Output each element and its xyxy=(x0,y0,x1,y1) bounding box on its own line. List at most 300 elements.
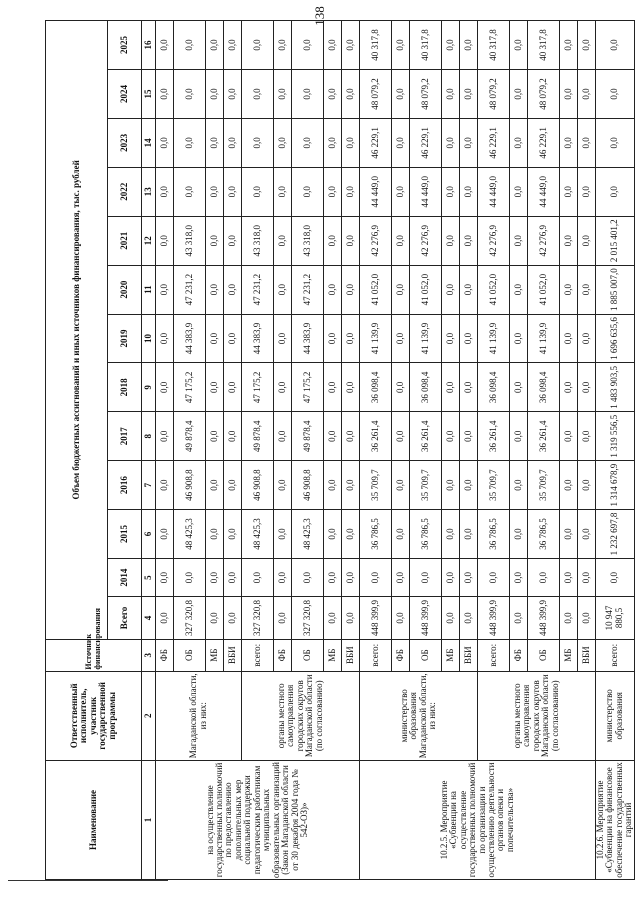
value-cell: 0,0 xyxy=(460,363,478,412)
value-cell: 0,0 xyxy=(324,265,342,314)
value-cell: 0,0 xyxy=(206,216,224,265)
value-cell: 0,0 xyxy=(224,21,242,70)
value-cell: 327 320,8 xyxy=(242,597,274,640)
executor-cell: органы местного самоуправления городских округов Магаданской области (по согласованию) xyxy=(242,671,360,760)
value-cell: 0,0 xyxy=(224,363,242,412)
column-number: 13 xyxy=(142,167,156,216)
measure-name: на осуществление государственных полномочий по предоставлению дополнительных мер социальной поддержки педагогическим работникам муниципальных образовательных организаций (Закон Магаданской области от 30 декабря 2004 года № 542-ОЗ)» xyxy=(156,760,360,879)
value-cell: 44 383,9 xyxy=(174,314,206,363)
value-cell: 0,0 xyxy=(206,461,224,510)
value-cell: 47 175,2 xyxy=(292,363,324,412)
value-cell: 0,0 xyxy=(442,314,460,363)
value-cell: 0,0 xyxy=(242,167,274,216)
value-cell: 36 098,4 xyxy=(478,363,510,412)
budget-table xyxy=(45,20,635,880)
value-cell: 0,0 xyxy=(560,558,578,596)
value-cell: 0,0 xyxy=(324,70,342,119)
value-cell: 0,0 xyxy=(442,265,460,314)
table-body xyxy=(156,21,635,880)
table-row xyxy=(596,21,635,880)
value-cell: 0,0 xyxy=(392,597,410,640)
value-cell: 0,0 xyxy=(460,118,478,167)
column-number: 16 xyxy=(142,21,156,70)
source-cell: всего: xyxy=(478,639,510,671)
value-cell: 0,0 xyxy=(156,363,174,412)
value-cell: 0,0 xyxy=(442,510,460,559)
header-source: Источник финансирования xyxy=(46,639,142,671)
value-cell: 36 261,4 xyxy=(360,412,392,461)
value-cell: 0,0 xyxy=(460,265,478,314)
header-year: 2025 xyxy=(108,21,142,70)
value-cell: 48 079,2 xyxy=(478,70,510,119)
value-cell: 0,0 xyxy=(578,597,596,640)
value-cell: 0,0 xyxy=(578,510,596,559)
value-cell: 327 320,8 xyxy=(174,597,206,640)
rotated-table-wrapper xyxy=(45,20,634,880)
page-number: 138 xyxy=(312,6,327,26)
header-year: 2018 xyxy=(108,363,142,412)
value-cell: 41 052,0 xyxy=(478,265,510,314)
value-cell: 0,0 xyxy=(560,216,578,265)
column-number: 4 xyxy=(142,597,156,640)
header-name: Наименование xyxy=(46,760,142,879)
source-cell: всего: xyxy=(596,639,635,671)
value-cell: 0,0 xyxy=(274,363,292,412)
value-cell: 0,0 xyxy=(360,558,392,596)
value-cell: 46 229,1 xyxy=(360,118,392,167)
value-cell: 36 098,4 xyxy=(528,363,560,412)
value-cell: 44 383,9 xyxy=(292,314,324,363)
value-cell: 0,0 xyxy=(274,461,292,510)
source-cell: ОБ xyxy=(528,639,560,671)
value-cell: 0,0 xyxy=(324,597,342,640)
value-cell: 0,0 xyxy=(510,558,528,596)
value-cell: 0,0 xyxy=(560,461,578,510)
value-cell: 1 319 556,5 xyxy=(596,412,635,461)
value-cell: 0,0 xyxy=(510,510,528,559)
value-cell: 36 261,4 xyxy=(478,412,510,461)
source-cell: всего: xyxy=(360,639,392,671)
source-cell: МБ xyxy=(560,639,578,671)
executor-cell: Магаданской области, из них: xyxy=(156,671,242,760)
value-cell: 0,0 xyxy=(274,216,292,265)
value-cell: 0,0 xyxy=(510,363,528,412)
value-cell: 0,0 xyxy=(274,510,292,559)
source-cell: ВБИ xyxy=(460,639,478,671)
value-cell: 0,0 xyxy=(596,167,635,216)
value-cell: 36 786,5 xyxy=(528,510,560,559)
header-year: 2024 xyxy=(108,70,142,119)
value-cell: 40 317,8 xyxy=(528,21,560,70)
value-cell: 47 231,2 xyxy=(174,265,206,314)
value-cell: 0,0 xyxy=(274,265,292,314)
value-cell: 0,0 xyxy=(242,558,274,596)
value-cell: 0,0 xyxy=(224,558,242,596)
value-cell: 0,0 xyxy=(224,314,242,363)
value-cell: 0,0 xyxy=(324,216,342,265)
value-cell: 0,0 xyxy=(442,21,460,70)
value-cell: 46 229,1 xyxy=(528,118,560,167)
value-cell: 49 878,4 xyxy=(174,412,206,461)
value-cell: 0,0 xyxy=(156,597,174,640)
value-cell: 0,0 xyxy=(324,118,342,167)
value-cell: 0,0 xyxy=(206,118,224,167)
value-cell: 0,0 xyxy=(510,265,528,314)
header-year: 2017 xyxy=(108,412,142,461)
value-cell: 35 709,7 xyxy=(410,461,442,510)
column-number: 11 xyxy=(142,265,156,314)
column-number: 6 xyxy=(142,510,156,559)
value-cell: 0,0 xyxy=(206,412,224,461)
value-cell: 0,0 xyxy=(242,70,274,119)
source-cell: МБ xyxy=(442,639,460,671)
value-cell: 0,0 xyxy=(510,216,528,265)
value-cell: 0,0 xyxy=(510,461,528,510)
value-cell: 1 885 007,0 xyxy=(596,265,635,314)
header-year: 2019 xyxy=(108,314,142,363)
value-cell: 49 878,4 xyxy=(292,412,324,461)
value-cell: 0,0 xyxy=(560,314,578,363)
value-cell: 0,0 xyxy=(224,118,242,167)
value-cell: 0,0 xyxy=(460,21,478,70)
value-cell: 0,0 xyxy=(342,167,360,216)
value-cell: 0,0 xyxy=(392,510,410,559)
value-cell: 0,0 xyxy=(560,70,578,119)
value-cell: 0,0 xyxy=(174,167,206,216)
header-year: 2016 xyxy=(108,461,142,510)
value-cell: 43 318,0 xyxy=(242,216,274,265)
value-cell: 448 399,9 xyxy=(528,597,560,640)
value-cell: 0,0 xyxy=(292,167,324,216)
value-cell: 40 317,8 xyxy=(410,21,442,70)
value-cell: 0,0 xyxy=(560,363,578,412)
header-year: 2021 xyxy=(108,216,142,265)
value-cell: 0,0 xyxy=(392,461,410,510)
executor-cell: министерство образования xyxy=(596,671,635,760)
value-cell: 0,0 xyxy=(392,118,410,167)
value-cell: 0,0 xyxy=(206,70,224,119)
value-cell: 0,0 xyxy=(510,70,528,119)
value-cell: 36 786,5 xyxy=(478,510,510,559)
value-cell: 35 709,7 xyxy=(360,461,392,510)
value-cell: 0,0 xyxy=(156,461,174,510)
header-year: 2015 xyxy=(108,510,142,559)
value-cell: 0,0 xyxy=(510,167,528,216)
value-cell: 36 098,4 xyxy=(410,363,442,412)
value-cell: 41 139,9 xyxy=(360,314,392,363)
source-cell: ОБ xyxy=(292,639,324,671)
column-number: 5 xyxy=(142,558,156,596)
value-cell: 0,0 xyxy=(174,118,206,167)
source-cell: ОБ xyxy=(174,639,206,671)
value-cell: 0,0 xyxy=(560,167,578,216)
value-cell: 0,0 xyxy=(460,597,478,640)
header-year: 2023 xyxy=(108,118,142,167)
column-number: 7 xyxy=(142,461,156,510)
header-total: Всего xyxy=(108,597,142,640)
value-cell: 0,0 xyxy=(342,314,360,363)
value-cell: 44 449,0 xyxy=(528,167,560,216)
value-cell: 0,0 xyxy=(342,597,360,640)
executor-cell: министерство образования Магаданской области, из них: xyxy=(360,671,478,760)
value-cell: 0,0 xyxy=(156,70,174,119)
value-cell: 0,0 xyxy=(560,510,578,559)
value-cell: 48 079,2 xyxy=(410,70,442,119)
value-cell: 0,0 xyxy=(578,70,596,119)
value-cell: 0,0 xyxy=(342,461,360,510)
value-cell: 0,0 xyxy=(528,558,560,596)
value-cell: 0,0 xyxy=(342,363,360,412)
value-cell: 0,0 xyxy=(206,363,224,412)
value-cell: 0,0 xyxy=(342,118,360,167)
source-cell: ФБ xyxy=(274,639,292,671)
value-cell: 0,0 xyxy=(342,21,360,70)
value-cell: 47 231,2 xyxy=(292,265,324,314)
value-cell: 448 399,9 xyxy=(360,597,392,640)
value-cell: 0,0 xyxy=(324,412,342,461)
value-cell: 0,0 xyxy=(274,70,292,119)
value-cell: 49 878,4 xyxy=(242,412,274,461)
value-cell: 46 908,8 xyxy=(174,461,206,510)
value-cell: 0,0 xyxy=(460,558,478,596)
value-cell: 35 709,7 xyxy=(528,461,560,510)
value-cell: 0,0 xyxy=(460,167,478,216)
value-cell: 0,0 xyxy=(460,216,478,265)
value-cell: 48 079,2 xyxy=(528,70,560,119)
value-cell: 0,0 xyxy=(224,510,242,559)
value-cell: 0,0 xyxy=(342,70,360,119)
footer-divider xyxy=(8,880,168,881)
value-cell: 48 425,3 xyxy=(242,510,274,559)
value-cell: 0,0 xyxy=(578,363,596,412)
value-cell: 0,0 xyxy=(224,265,242,314)
value-cell: 0,0 xyxy=(460,314,478,363)
value-cell: 0,0 xyxy=(560,118,578,167)
table-row xyxy=(156,21,174,880)
value-cell: 0,0 xyxy=(578,265,596,314)
value-cell: 0,0 xyxy=(392,265,410,314)
value-cell: 46 908,8 xyxy=(242,461,274,510)
table-row xyxy=(242,21,274,880)
value-cell: 0,0 xyxy=(156,216,174,265)
value-cell: 0,0 xyxy=(342,510,360,559)
value-cell: 1 232 697,8 xyxy=(596,510,635,559)
value-cell: 0,0 xyxy=(442,167,460,216)
value-cell: 40 317,8 xyxy=(478,21,510,70)
header-year: 2014 xyxy=(108,558,142,596)
value-cell: 0,0 xyxy=(392,558,410,596)
value-cell: 0,0 xyxy=(224,167,242,216)
value-cell: 47 175,2 xyxy=(242,363,274,412)
value-cell: 0,0 xyxy=(578,558,596,596)
value-cell: 0,0 xyxy=(442,412,460,461)
value-cell: 0,0 xyxy=(392,363,410,412)
value-cell: 0,0 xyxy=(324,461,342,510)
value-cell: 0,0 xyxy=(460,412,478,461)
value-cell: 0,0 xyxy=(578,314,596,363)
value-cell: 1 314 678,9 xyxy=(596,461,635,510)
value-cell: 0,0 xyxy=(460,70,478,119)
value-cell: 0,0 xyxy=(156,510,174,559)
source-cell: ФБ xyxy=(510,639,528,671)
value-cell: 48 425,3 xyxy=(174,510,206,559)
column-number-row xyxy=(142,21,156,880)
value-cell: 0,0 xyxy=(578,167,596,216)
value-cell: 2 015 401,2 xyxy=(596,216,635,265)
value-cell: 36 098,4 xyxy=(360,363,392,412)
value-cell: 41 139,9 xyxy=(478,314,510,363)
value-cell: 47 231,2 xyxy=(242,265,274,314)
value-cell: 0,0 xyxy=(442,118,460,167)
value-cell: 0,0 xyxy=(324,314,342,363)
value-cell: 0,0 xyxy=(206,314,224,363)
value-cell: 46 229,1 xyxy=(410,118,442,167)
value-cell: 0,0 xyxy=(324,510,342,559)
value-cell: 47 175,2 xyxy=(174,363,206,412)
value-cell: 0,0 xyxy=(510,597,528,640)
value-cell: 0,0 xyxy=(274,597,292,640)
column-number: 3 xyxy=(142,639,156,671)
value-cell: 46 908,8 xyxy=(292,461,324,510)
value-cell: 0,0 xyxy=(460,461,478,510)
value-cell: 0,0 xyxy=(174,21,206,70)
value-cell: 10 947 880,5 xyxy=(596,597,635,640)
value-cell: 44 449,0 xyxy=(410,167,442,216)
value-cell: 0,0 xyxy=(242,118,274,167)
value-cell: 0,0 xyxy=(156,412,174,461)
value-cell: 40 317,8 xyxy=(360,21,392,70)
value-cell: 41 052,0 xyxy=(410,265,442,314)
value-cell: 1 696 635,6 xyxy=(596,314,635,363)
value-cell: 36 786,5 xyxy=(410,510,442,559)
value-cell: 44 449,0 xyxy=(478,167,510,216)
value-cell: 0,0 xyxy=(510,21,528,70)
column-number: 8 xyxy=(142,412,156,461)
value-cell: 0,0 xyxy=(578,216,596,265)
value-cell: 46 229,1 xyxy=(478,118,510,167)
value-cell: 36 261,4 xyxy=(528,412,560,461)
value-cell: 0,0 xyxy=(174,558,206,596)
source-cell: ВБИ xyxy=(224,639,242,671)
column-number: 9 xyxy=(142,363,156,412)
value-cell: 0,0 xyxy=(274,558,292,596)
value-cell: 0,0 xyxy=(342,412,360,461)
executor-cell: органы местного самоуправления городских округов Магаданской области (по согласованию) xyxy=(478,671,596,760)
value-cell: 0,0 xyxy=(156,558,174,596)
source-cell: ФБ xyxy=(392,639,410,671)
value-cell: 0,0 xyxy=(292,21,324,70)
value-cell: 0,0 xyxy=(156,265,174,314)
value-cell: 0,0 xyxy=(224,412,242,461)
value-cell: 41 052,0 xyxy=(360,265,392,314)
value-cell: 448 399,9 xyxy=(478,597,510,640)
value-cell: 0,0 xyxy=(206,265,224,314)
value-cell: 0,0 xyxy=(478,558,510,596)
value-cell: 0,0 xyxy=(560,597,578,640)
value-cell: 0,0 xyxy=(510,412,528,461)
value-cell: 327 320,8 xyxy=(292,597,324,640)
value-cell: 0,0 xyxy=(174,70,206,119)
value-cell: 0,0 xyxy=(224,461,242,510)
value-cell: 0,0 xyxy=(578,412,596,461)
value-cell: 43 318,0 xyxy=(174,216,206,265)
value-cell: 0,0 xyxy=(156,21,174,70)
value-cell: 48 425,3 xyxy=(292,510,324,559)
value-cell: 0,0 xyxy=(274,412,292,461)
value-cell: 41 139,9 xyxy=(410,314,442,363)
value-cell: 0,0 xyxy=(342,216,360,265)
value-cell: 0,0 xyxy=(442,216,460,265)
value-cell: 0,0 xyxy=(342,265,360,314)
column-number: 2 xyxy=(142,671,156,760)
source-cell: ОБ xyxy=(410,639,442,671)
source-cell: ВБИ xyxy=(578,639,596,671)
header-funding: Объем бюджетных ассигнований и иных источников финансирования, тыс. рублей xyxy=(46,21,108,640)
column-number: 10 xyxy=(142,314,156,363)
value-cell: 0,0 xyxy=(206,510,224,559)
value-cell: 0,0 xyxy=(442,461,460,510)
value-cell: 43 318,0 xyxy=(292,216,324,265)
value-cell: 0,0 xyxy=(596,118,635,167)
value-cell: 0,0 xyxy=(596,21,635,70)
value-cell: 0,0 xyxy=(392,167,410,216)
value-cell: 0,0 xyxy=(410,558,442,596)
value-cell: 0,0 xyxy=(342,558,360,596)
value-cell: 0,0 xyxy=(560,21,578,70)
value-cell: 0,0 xyxy=(392,21,410,70)
value-cell: 42 276,9 xyxy=(478,216,510,265)
value-cell: 0,0 xyxy=(274,314,292,363)
source-cell: всего: xyxy=(242,639,274,671)
value-cell: 0,0 xyxy=(206,21,224,70)
value-cell: 0,0 xyxy=(274,21,292,70)
header-year: 2022 xyxy=(108,167,142,216)
column-number: 12 xyxy=(142,216,156,265)
measure-name: 10.2.6. Мероприятие «Субвенции на финансовое обеспечение государственных гарантий xyxy=(595,762,634,878)
value-cell: 48 079,2 xyxy=(360,70,392,119)
value-cell: 0,0 xyxy=(442,597,460,640)
value-cell: 44 383,9 xyxy=(242,314,274,363)
value-cell: 0,0 xyxy=(510,314,528,363)
value-cell: 42 276,9 xyxy=(410,216,442,265)
value-cell: 0,0 xyxy=(596,70,635,119)
source-cell: МБ xyxy=(324,639,342,671)
value-cell: 0,0 xyxy=(596,558,635,596)
value-cell: 0,0 xyxy=(274,167,292,216)
table-row xyxy=(478,21,510,880)
header-executor: Ответственный исполнитель, участник государственной программы xyxy=(46,671,142,760)
value-cell: 0,0 xyxy=(392,216,410,265)
measure-name: 10.2.5. Мероприятие «Субвенции на осуществление государственных полномочий по организации и осуществлению деятельности органов опеки и попечительства» xyxy=(360,760,596,879)
column-number: 1 xyxy=(142,760,156,879)
value-cell: 0,0 xyxy=(224,216,242,265)
value-cell: 0,0 xyxy=(324,363,342,412)
value-cell: 448 399,9 xyxy=(410,597,442,640)
column-number: 15 xyxy=(142,70,156,119)
value-cell: 0,0 xyxy=(224,597,242,640)
value-cell: 44 449,0 xyxy=(360,167,392,216)
value-cell: 0,0 xyxy=(578,118,596,167)
source-cell: ВБИ xyxy=(342,639,360,671)
value-cell: 0,0 xyxy=(324,167,342,216)
value-cell: 42 276,9 xyxy=(360,216,392,265)
value-cell: 0,0 xyxy=(274,118,292,167)
value-cell: 0,0 xyxy=(206,558,224,596)
source-cell: ФБ xyxy=(156,639,174,671)
value-cell: 0,0 xyxy=(242,21,274,70)
value-cell: 0,0 xyxy=(292,558,324,596)
value-cell: 0,0 xyxy=(578,461,596,510)
